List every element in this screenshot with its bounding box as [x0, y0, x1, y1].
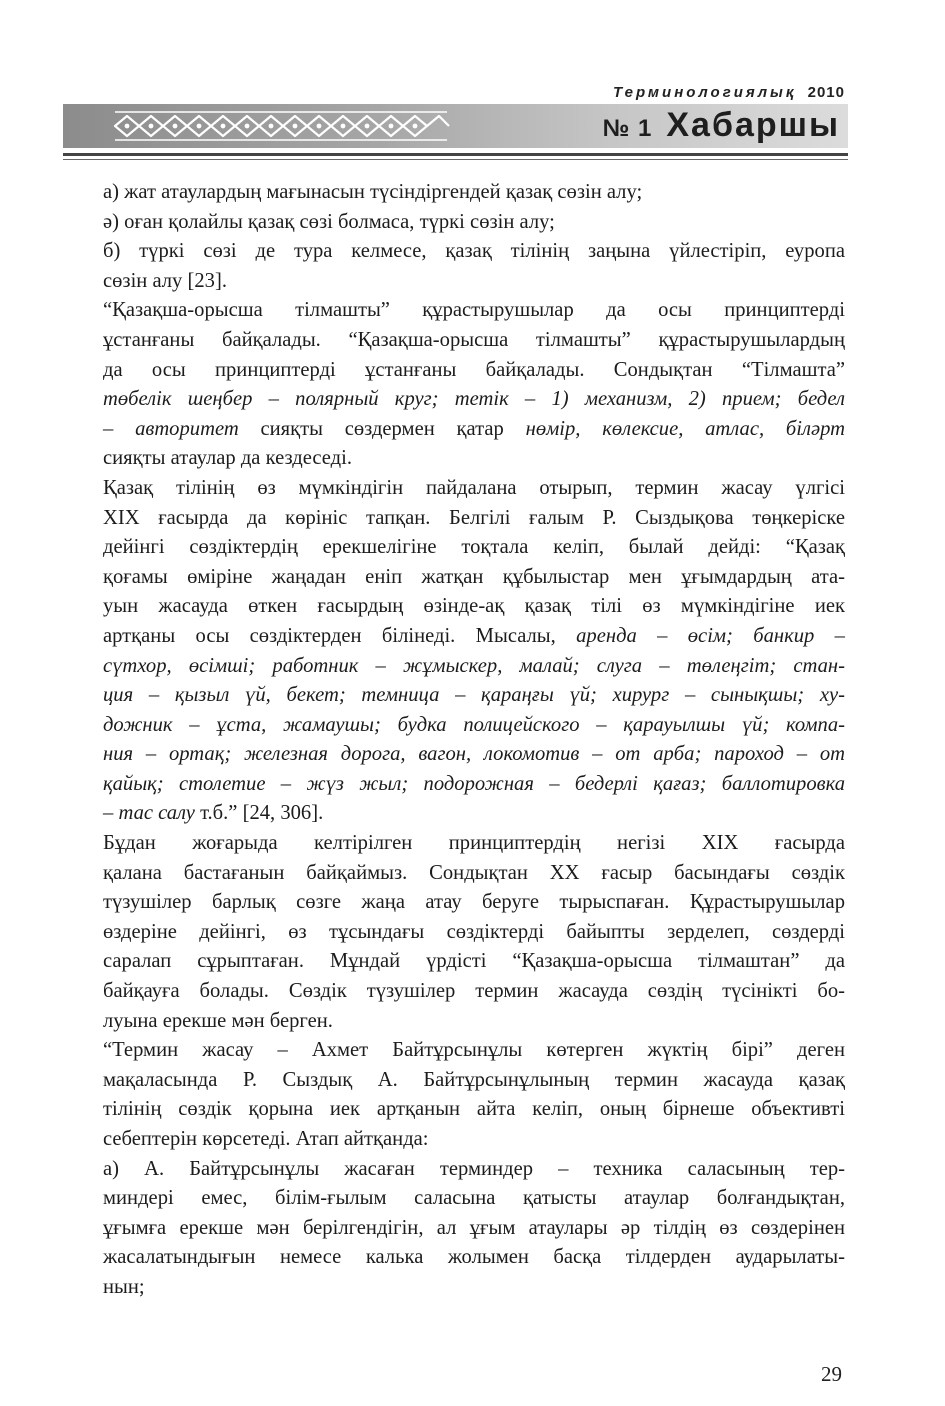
- text-run: а) А. Байтұрсынұлы жасаған терминдер – техника саласының тер-: [103, 1157, 845, 1180]
- italic-text-run: төбелік шеңбер – полярный круг; тетік – 1) механизм, 2) прием; бедел: [103, 388, 845, 411]
- text-line: [103, 1184, 845, 1214]
- text-run: да осы принциптерді ұстанғаны байқалады. Сондықтан “Тілмашта”: [103, 358, 845, 381]
- text-run: байқауға болады. Сөздік түзушілер термин жасауда сөздің түсінікті бо-: [103, 980, 845, 1003]
- italic-text-run: дожник – ұста, жамаушы; будка полицейского – қарауылшы үй; компа-: [103, 713, 845, 736]
- text-line: [103, 178, 845, 208]
- text-line: [103, 829, 845, 859]
- text-line: [103, 208, 845, 238]
- text-run: “Термин жасау – Ахмет Байтұрсынұлы көтерген жүктің бірі” деген: [103, 1039, 845, 1062]
- text-run: “Қазақша-орысша тілмашты” құрастырушылар да осы принциптерді: [103, 299, 845, 322]
- text-run: түзушілер барлық сөзге жаңа атау беруге тырыспаған. Құрастырушылар: [103, 891, 845, 914]
- text-run: сөзін алу [23].: [103, 269, 227, 292]
- italic-text-run: сүтхор, өсімші; работник – жұмыскер, малай; слуга – төлеңгіт; стан-: [103, 654, 845, 677]
- text-line: [103, 918, 845, 948]
- text-line: [103, 563, 845, 593]
- italic-text-run: нөмір, көлексие, атлас, біләрт: [525, 417, 845, 440]
- text-run: луына ерекше мән берген.: [103, 1009, 333, 1032]
- text-run: Қазақ тілінің өз мүмкіндігін пайдалана отырып, термин жасау үлгісі: [103, 476, 845, 499]
- text-line: [103, 1214, 845, 1244]
- text-line: [103, 977, 845, 1007]
- text-run: артқаны осы сөздіктерден білінеді. Мысалы,: [103, 624, 577, 647]
- italic-text-run: ния – ортақ; железная дорога, вагон, локомотив – от арба; пароход – от: [103, 743, 845, 766]
- text-run: XIX ғасырда да көрініс тапқан. Белгілі ғалым Р. Сыздықова төңкеріске: [103, 506, 845, 529]
- article-body: [103, 178, 845, 1303]
- issue-number: № 1: [602, 115, 653, 142]
- text-line: [103, 1036, 845, 1066]
- text-line: [103, 711, 845, 741]
- text-run: сияқты сөздермен қатар: [238, 417, 526, 440]
- text-line: [103, 504, 845, 534]
- text-line: [103, 1125, 845, 1155]
- journal-header-line: [613, 84, 845, 101]
- text-run: а) жат атаулардың мағынасын түсіндіргендей қазақ сөзін алу;: [103, 181, 643, 203]
- text-run: дейінгі сөздіктердің ерекшелігіне тоқтала келіп, былай дейді: “Қазақ: [103, 536, 845, 559]
- text-run: б) түркі сөзі де тура келмесе, қазақ тілінің заңына үйлестіріп, еуропа: [103, 240, 845, 263]
- text-run: нын;: [103, 1275, 145, 1298]
- text-line: [103, 740, 845, 770]
- text-line: [103, 859, 845, 889]
- text-run: қалана бастағанын байқаймыз. Сондықтан XX ғасыр басындағы сөздік: [103, 861, 845, 884]
- journal-year: 2010: [807, 84, 845, 101]
- issue-title: [603, 106, 840, 145]
- journal-name: Терминологиялық: [613, 84, 797, 101]
- text-line: [103, 947, 845, 977]
- text-line: [103, 888, 845, 918]
- issue-name: Хабаршы: [666, 106, 840, 144]
- text-run: уын жасауда өткен ғасырдың өзінде-ақ қазақ тілі өз мүмкіндігіне иек: [103, 595, 845, 618]
- text-run: саралап сұрыптаған. Мұндай үрдісті “Қазақша-орысша тілмаштан” да: [103, 950, 845, 973]
- header-rule-thick: [63, 153, 848, 156]
- text-line: [103, 444, 845, 474]
- text-line: [103, 385, 845, 415]
- italic-text-run: аренда – өсім; банкир –: [576, 624, 845, 647]
- header-rule-thin: [63, 159, 848, 160]
- text-line: [103, 1273, 845, 1303]
- italic-text-run: – авторитет: [103, 417, 239, 440]
- text-run: ұстанғаны байқалады. “Қазақша-орысша тілмашты” құрастырушылардың: [103, 328, 845, 351]
- text-line: [103, 326, 845, 356]
- text-line: [103, 770, 845, 800]
- text-line: [103, 1243, 845, 1273]
- text-line: [103, 415, 845, 445]
- text-line: [103, 1007, 845, 1037]
- text-run: қоғамы өміріне жаңадан еніп жатқан құбылыстар мен ұғымдардың ата-: [103, 565, 845, 588]
- text-line: [103, 622, 845, 652]
- text-run: мақаласында Р. Сыздық А. Байтұрсынұлының термин жасауда қазақ: [103, 1068, 845, 1091]
- text-line: [103, 296, 845, 326]
- text-run: т.б.” [24, 306].: [194, 802, 324, 825]
- text-line: [103, 356, 845, 386]
- header-banner: [63, 104, 848, 148]
- text-line: [103, 1155, 845, 1185]
- text-line: [103, 681, 845, 711]
- text-line: [103, 799, 845, 829]
- text-run: себептерін көрсетеді. Атап айтқанда:: [103, 1128, 429, 1150]
- text-line: [103, 267, 845, 297]
- text-run: миндері емес, білім-ғылым саласына қатысты атаулар болғандықтан,: [103, 1187, 845, 1210]
- text-line: [103, 533, 845, 563]
- text-run: сияқты атаулар да кездеседі.: [103, 447, 352, 470]
- text-line: [103, 592, 845, 622]
- italic-text-run: ция – қызыл үй, бекет; темница – қараңғы үй; хирург – сынықшы; ху-: [103, 684, 845, 707]
- ornament-pattern-icon: [111, 108, 451, 144]
- text-line: [103, 652, 845, 682]
- text-run: тілінің сөздік қорына иек артқанын айта келіп, оның бірнеше объективті: [103, 1098, 845, 1121]
- page-number: 29: [821, 1362, 842, 1386]
- text-run: Бұдан жоғарыда келтірілген принциптердің негізі XIX ғасырда: [103, 832, 845, 855]
- text-run: жасалатындығын немесе калька жолымен басқа тілдерден аударылаты-: [103, 1246, 845, 1269]
- text-run: ұғымға ерекше мән берілгендігін, ал ұғым атаулары әр тілдің өз сөздерінен: [103, 1216, 845, 1239]
- text-line: [103, 1095, 845, 1125]
- text-run: ә) оған қолайлы қазақ сөзі болмаса, түркі сөзін алу;: [103, 210, 555, 233]
- text-line: [103, 1066, 845, 1096]
- italic-text-run: – тас салу: [103, 802, 195, 825]
- text-line: [103, 474, 845, 504]
- text-run: өздеріне дейінгі, өз тұсындағы сөздіктерді байыпты зерделеп, сөздерді: [103, 920, 845, 943]
- text-line: [103, 237, 845, 267]
- italic-text-run: қайық; столетие – жүз жыл; подорожная – бедерлі қағаз; баллотировка: [103, 772, 845, 795]
